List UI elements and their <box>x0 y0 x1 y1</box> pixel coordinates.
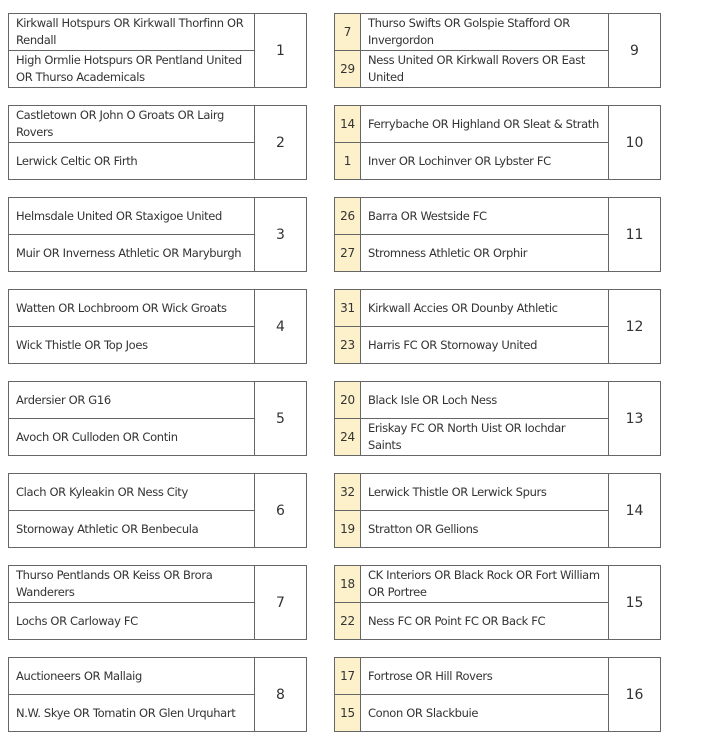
tie-number: 1 <box>254 14 306 87</box>
tie-teams <box>9 14 254 87</box>
tie-teams <box>9 474 254 547</box>
seed-number: 24 <box>335 419 361 455</box>
home-team <box>9 198 254 234</box>
tie-number: 16 <box>608 658 660 731</box>
team-name: Conon OR Slackbuie <box>368 705 479 720</box>
seed-number: 17 <box>335 658 361 694</box>
tie-teams <box>9 290 254 363</box>
tie-16 <box>334 657 661 732</box>
home-team <box>335 382 608 418</box>
home-team <box>335 474 608 510</box>
away-team <box>9 510 254 547</box>
tie-6 <box>8 473 307 548</box>
tie-teams <box>335 566 608 639</box>
tie-number: 9 <box>608 14 660 87</box>
home-team <box>9 106 254 142</box>
tie-14 <box>334 473 661 548</box>
away-team <box>9 50 254 87</box>
seed-number: 27 <box>335 235 361 271</box>
tie-number: 11 <box>608 198 660 271</box>
tie-number: 13 <box>608 382 660 455</box>
seed-number: 26 <box>335 198 361 234</box>
tie-8 <box>8 657 307 732</box>
team-name: Fortrose OR Hill Rovers <box>368 668 493 683</box>
tie-number: 8 <box>254 658 306 731</box>
away-team <box>9 694 254 731</box>
team-name: Thurso Pentlands OR Keiss OR Brora Wanderers <box>16 568 213 599</box>
away-team <box>335 510 608 547</box>
tie-number: 6 <box>254 474 306 547</box>
home-team <box>9 382 254 418</box>
tie-number: 4 <box>254 290 306 363</box>
tie-number: 7 <box>254 566 306 639</box>
seed-number: 20 <box>335 382 361 418</box>
seed-number: 23 <box>335 327 361 363</box>
tie-teams <box>335 382 608 455</box>
away-team <box>335 234 608 271</box>
tie-teams <box>335 14 608 87</box>
team-name: Clach OR Kyleakin OR Ness City <box>16 484 188 499</box>
team-name: Stratton OR Gellions <box>368 521 479 536</box>
tie-teams <box>9 658 254 731</box>
team-name: Barra OR Westside FC <box>368 208 487 223</box>
tie-teams <box>335 290 608 363</box>
team-name: Black Isle OR Loch Ness <box>368 392 497 407</box>
tie-number: 5 <box>254 382 306 455</box>
tie-12 <box>334 289 661 364</box>
away-team <box>9 602 254 639</box>
seed-number: 22 <box>335 603 361 639</box>
tie-teams <box>9 198 254 271</box>
team-name: Kirkwall Accies OR Dounby Athletic <box>368 300 558 315</box>
home-team <box>9 474 254 510</box>
team-name: Inver OR Lochinver OR Lybster FC <box>368 153 551 168</box>
seed-number: 15 <box>335 695 361 731</box>
seed-number: 1 <box>335 143 361 179</box>
team-name: Helmsdale United OR Staxigoe United <box>16 208 222 223</box>
tie-teams <box>9 566 254 639</box>
team-name: Ness United OR Kirkwall Rovers OR East United <box>368 53 586 84</box>
away-team <box>335 602 608 639</box>
tie-number: 10 <box>608 106 660 179</box>
seed-number: 19 <box>335 511 361 547</box>
away-team <box>335 694 608 731</box>
away-team <box>335 326 608 363</box>
home-team <box>335 566 608 602</box>
tie-2 <box>8 105 307 180</box>
team-name: Lerwick Celtic OR Firth <box>16 153 138 168</box>
tie-11 <box>334 197 661 272</box>
tie-number: 2 <box>254 106 306 179</box>
team-name: Wick Thistle OR Top Joes <box>16 337 148 352</box>
home-team <box>335 290 608 326</box>
tie-teams <box>9 382 254 455</box>
tie-13 <box>334 381 661 456</box>
away-team <box>9 418 254 455</box>
away-team <box>9 234 254 271</box>
team-name: Ness FC OR Point FC OR Back FC <box>368 613 546 628</box>
team-name: High Ormlie Hotspurs OR Pentland United OR Thurso Academicals <box>16 53 242 84</box>
team-name: Lochs OR Carloway FC <box>16 613 138 628</box>
tie-number: 15 <box>608 566 660 639</box>
tie-4 <box>8 289 307 364</box>
tie-1 <box>8 13 307 88</box>
seed-number: 29 <box>335 51 361 87</box>
tie-teams <box>335 198 608 271</box>
away-team <box>9 326 254 363</box>
home-team <box>9 290 254 326</box>
tie-teams <box>9 106 254 179</box>
team-name: CK Interiors OR Black Rock OR Fort William OR Portree <box>368 568 600 599</box>
home-team <box>9 658 254 694</box>
team-name: Kirkwall Hotspurs OR Kirkwall Thorfinn OR Rendall <box>16 16 244 47</box>
team-name: Stornoway Athletic OR Benbecula <box>16 521 199 536</box>
home-team <box>335 658 608 694</box>
home-team <box>9 14 254 50</box>
tie-3 <box>8 197 307 272</box>
team-name: N.W. Skye OR Tomatin OR Glen Urquhart <box>16 705 236 720</box>
seed-number: 31 <box>335 290 361 326</box>
team-name: Castletown OR John O Groats OR Lairg Rovers <box>16 108 225 139</box>
away-team <box>335 142 608 179</box>
draw-column-left <box>8 13 307 732</box>
away-team <box>335 50 608 87</box>
away-team <box>335 418 608 455</box>
tie-number: 12 <box>608 290 660 363</box>
team-name: Eriskay FC OR North Uist OR Iochdar Saints <box>368 421 566 452</box>
home-team <box>335 14 608 50</box>
home-team <box>335 198 608 234</box>
draw-column-right <box>334 13 661 732</box>
home-team <box>9 566 254 602</box>
team-name: Avoch OR Culloden OR Contin <box>16 429 178 444</box>
tie-7 <box>8 565 307 640</box>
team-name: Ferrybache OR Highland OR Sleat & Strath <box>368 116 599 131</box>
tie-9 <box>334 13 661 88</box>
team-name: Harris FC OR Stornoway United <box>368 337 538 352</box>
tie-teams <box>335 106 608 179</box>
home-team <box>335 106 608 142</box>
seed-number: 32 <box>335 474 361 510</box>
tie-number: 14 <box>608 474 660 547</box>
tie-number: 3 <box>254 198 306 271</box>
team-name: Auctioneers OR Mallaig <box>16 668 142 683</box>
tie-teams <box>335 474 608 547</box>
tie-10 <box>334 105 661 180</box>
team-name: Stromness Athletic OR Orphir <box>368 245 528 260</box>
team-name: Watten OR Lochbroom OR Wick Groats <box>16 300 227 315</box>
team-name: Thurso Swifts OR Golspie Stafford OR Invergordon <box>368 16 570 47</box>
seed-number: 14 <box>335 106 361 142</box>
team-name: Muir OR Inverness Athletic OR Maryburgh <box>16 245 242 260</box>
tie-teams <box>335 658 608 731</box>
tie-5 <box>8 381 307 456</box>
seed-number: 18 <box>335 566 361 602</box>
away-team <box>9 142 254 179</box>
seed-number: 7 <box>335 14 361 50</box>
tie-15 <box>334 565 661 640</box>
team-name: Ardersier OR G16 <box>16 392 111 407</box>
team-name: Lerwick Thistle OR Lerwick Spurs <box>368 484 547 499</box>
